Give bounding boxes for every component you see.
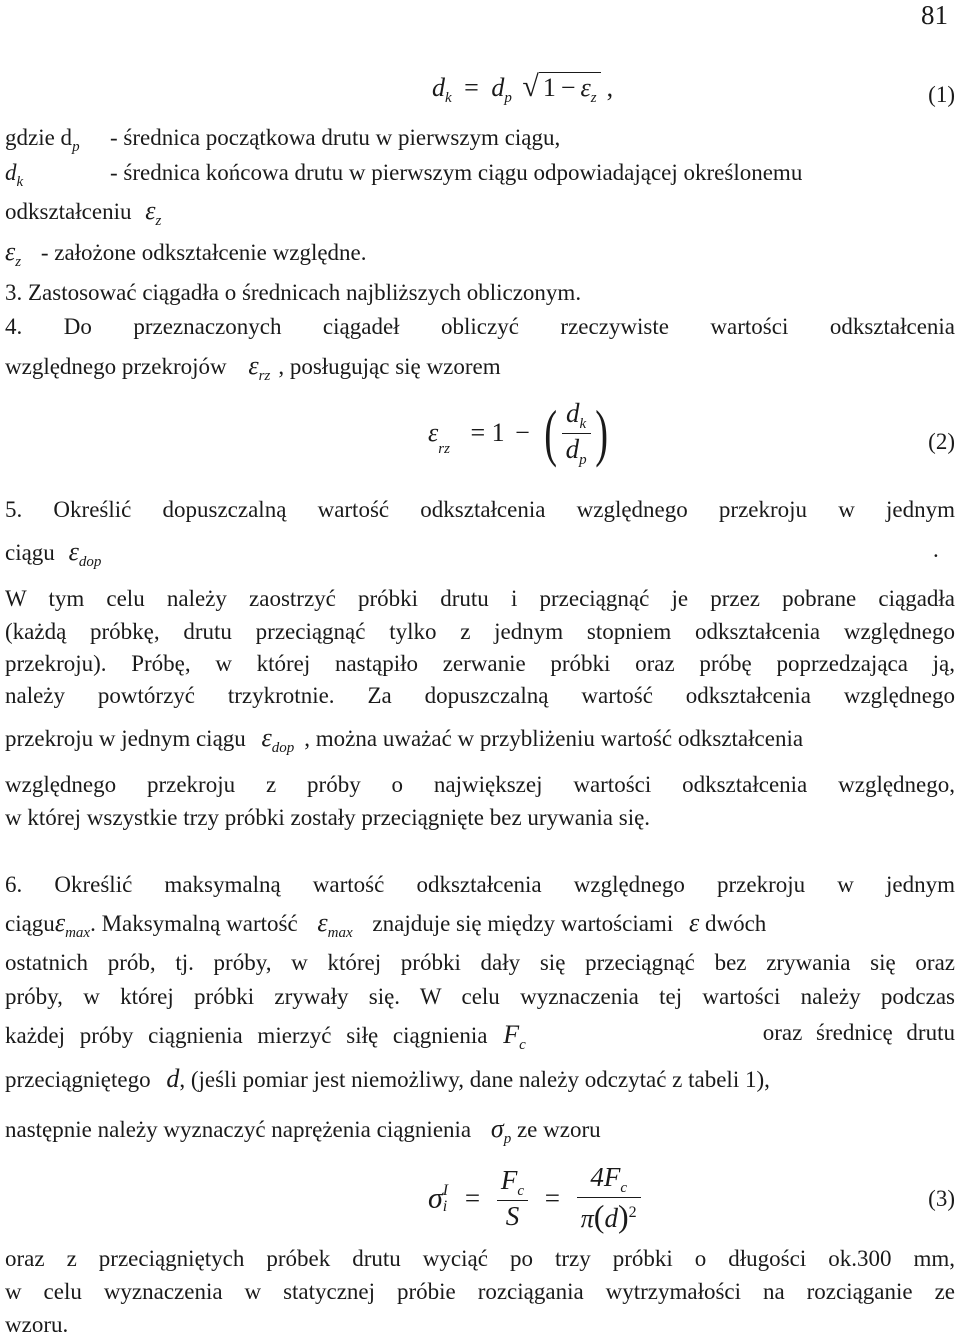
equation-1 bbox=[432, 70, 613, 107]
sqrt-sign: √ bbox=[522, 70, 539, 103]
eq2-numerator bbox=[562, 398, 591, 434]
eq2-epsilon-sub: rz bbox=[438, 440, 450, 457]
closing-line-3: wzoru. bbox=[5, 1312, 69, 1337]
eq1-eps-sub: z bbox=[590, 90, 597, 106]
closing-line-2: w celu wyznaczenia w statycznej próbie rozciągania wytrzymałości na rozciąganie ze bbox=[5, 1279, 955, 1304]
item-5-p6: względnego przekroju z próby o największej wartości odkształcenia względnego, bbox=[5, 772, 955, 797]
item-5-p5-post: , można uważać w przybliżeniu wartość odkształcenia bbox=[304, 726, 804, 751]
item-5-epsilon-sub: dop bbox=[78, 554, 102, 570]
eq3-sigma-indices bbox=[443, 1183, 448, 1215]
item-5-p5-pre: przekroju w jednym ciągu bbox=[5, 726, 246, 751]
eq3-equals-1: = bbox=[464, 1183, 481, 1213]
item-6-line-4: próby, w której próbki zrywały się. W celu wyznaczenia tej wartości należy podczas bbox=[5, 984, 955, 1009]
item-5-p5-epsilon-sub: dop bbox=[271, 740, 295, 756]
eq1-lhs-sub: k bbox=[445, 90, 452, 106]
def-dk-label: d bbox=[5, 160, 17, 185]
def-ez-symbol: ε bbox=[5, 237, 16, 266]
item-6-line-2 bbox=[5, 908, 955, 942]
eq2-equals: = bbox=[470, 418, 486, 447]
item-5-line-2 bbox=[5, 537, 955, 571]
item-5-line-1: 5. Określić dopuszczalną wartość odkształcenia względnego przekroju w jednym bbox=[5, 497, 955, 522]
item-5-p2: (każdą próbkę, drutu przeciągnąć tylko z jednym stopniem odkształcenia względnego bbox=[5, 619, 955, 644]
eq3-sub: i bbox=[442, 1197, 448, 1215]
eq2-one: 1 bbox=[491, 418, 505, 447]
item-5-p4: należy powtórzyć trzykrotnie. Za dopuszczalną wartość odkształcenia względnego bbox=[5, 683, 955, 708]
item-3: 3. Zastosować ciągadła o średnicach najbliższych obliczonym. bbox=[5, 280, 582, 305]
def-dk-sub: k bbox=[16, 174, 24, 190]
item-5-p5-epsilon: ε bbox=[261, 723, 272, 752]
item-6-l5-b: oraz średnicę drutu bbox=[762, 1020, 955, 1045]
def-dp-text: - średnica początkowa drutu w pierwszym ciągu, bbox=[110, 125, 561, 150]
def-ez-text: - założone odkształcenie względne. bbox=[40, 240, 367, 265]
item-6-line-7 bbox=[5, 1114, 601, 1148]
item-6-l2-b: . Maksymalną wartość bbox=[90, 911, 298, 936]
eq3-f1-num-var: F bbox=[500, 1165, 518, 1195]
eq2-num-var: d bbox=[566, 397, 580, 428]
eq3-f2-den bbox=[577, 1198, 641, 1235]
equation-3 bbox=[428, 1162, 641, 1235]
eq2-num-sub: k bbox=[579, 415, 587, 432]
eq3-d: d bbox=[604, 1203, 618, 1233]
equation-1-number: (1) bbox=[928, 82, 955, 107]
item-6-diameter-symbol: d bbox=[166, 1064, 180, 1093]
equation-3-number: (3) bbox=[928, 1186, 955, 1211]
eq2-denominator bbox=[562, 434, 591, 469]
item-6-l7-b: ze wzoru bbox=[516, 1117, 601, 1142]
item-5-epsilon: ε bbox=[68, 537, 79, 566]
def-epsilon-sub: z bbox=[155, 213, 162, 229]
eq3-f1-den-var: S bbox=[505, 1201, 520, 1231]
def-dp-sub: p bbox=[72, 139, 80, 155]
item-6-epsilon-2-sub: max bbox=[327, 925, 353, 941]
item-6-l7-a: następnie należy wyznaczyć naprężenia ciągnienia bbox=[5, 1117, 472, 1142]
eq3-fraction-1 bbox=[497, 1165, 528, 1232]
eq1-minus: − bbox=[560, 73, 576, 102]
item-6-line-6 bbox=[5, 1064, 770, 1094]
eq2-den-var: d bbox=[565, 433, 580, 464]
item-5-p5 bbox=[5, 723, 803, 757]
eq3-sup: I bbox=[442, 1181, 449, 1199]
eq3-close-paren: ) bbox=[617, 1198, 629, 1234]
item-5-p1: W tym celu należy zaostrzyć próbki drutu i przeciągnąć je przez pobrane ciągadła bbox=[5, 586, 955, 611]
item-6-epsilon-1-sub: max bbox=[65, 925, 91, 941]
item-6-l5-a: każdej próby ciągnienia mierzyć siłę ciągnienia bbox=[5, 1023, 488, 1048]
item-6-l6-a: przeciągniętego bbox=[5, 1067, 151, 1092]
eq2-right-paren: ) bbox=[594, 397, 608, 468]
def-dk-cont bbox=[5, 196, 161, 230]
item-4-line-2 bbox=[5, 351, 501, 385]
def-dk bbox=[5, 160, 803, 191]
def-ez-sub: z bbox=[15, 254, 22, 270]
eq3-f2-num-var: 4F bbox=[590, 1162, 621, 1192]
eq3-fraction-2 bbox=[577, 1162, 641, 1235]
eq2-epsilon: ε bbox=[428, 418, 439, 447]
closing-line-1: oraz z przeciągniętych próbek drutu wyciąć po trzy próbki o długości ok.300 mm, bbox=[5, 1246, 955, 1271]
eq3-equals-2: = bbox=[544, 1183, 561, 1213]
item-4-pre: względnego przekrojów bbox=[5, 354, 227, 379]
eq2-minus: − bbox=[515, 418, 530, 447]
item-6-epsilon-3: ε bbox=[688, 908, 700, 937]
item-6-l2-a: ciągu bbox=[5, 911, 55, 936]
eq3-squared: 2 bbox=[628, 1204, 637, 1221]
item-4-post: , posługując się wzorem bbox=[278, 354, 501, 379]
eq3-f2-num bbox=[577, 1162, 641, 1198]
eq1-one: 1 bbox=[542, 73, 556, 102]
item-4-line-1: 4. Do przeznaczonych ciągadeł obliczyć rzeczywiste wartości odkształcenia bbox=[5, 314, 955, 339]
item-5-period: . bbox=[933, 537, 939, 562]
eq3-f1-num-sub: c bbox=[517, 1183, 525, 1199]
item-4-epsilon-sub: rz bbox=[258, 368, 271, 384]
def-dk-text: - średnica końcowa drutu w pierwszym ciągu odpowiadającej określonemu bbox=[110, 160, 803, 185]
def-ez bbox=[5, 237, 367, 271]
item-6-line-1: 6. Określić maksymalną wartość odkształcenia względnego przekroju w jednym bbox=[5, 872, 955, 897]
eq3-sigma: σ bbox=[428, 1181, 443, 1215]
def-dk-cont-text: odkształceniu bbox=[5, 199, 132, 224]
eq3-pi: π bbox=[580, 1204, 594, 1233]
eq2-den-sub: p bbox=[579, 451, 587, 468]
eq1-equals: = bbox=[464, 73, 479, 102]
item-6-line-3: ostatnich prób, tj. próby, w której próbki dały się przeciągnąć bez zrywania się oraz bbox=[5, 950, 955, 975]
eq1-rhs-var: d bbox=[491, 73, 505, 102]
eq3-f2-num-sub: c bbox=[620, 1180, 628, 1196]
eq1-epsilon: ε bbox=[580, 73, 591, 102]
item-6-force-symbol: F bbox=[503, 1020, 520, 1049]
eq1-rhs-sub: p bbox=[504, 90, 512, 106]
sqrt-radicand bbox=[539, 72, 601, 106]
def-dp bbox=[5, 125, 561, 156]
def-dp-label: gdzie d bbox=[5, 125, 73, 150]
item-6-force-sub: c bbox=[519, 1037, 526, 1053]
item-6-epsilon-2: ε bbox=[317, 908, 328, 937]
item-4-epsilon: ε bbox=[248, 351, 259, 380]
equation-2 bbox=[428, 396, 612, 470]
def-epsilon: ε bbox=[145, 196, 156, 225]
equation-2-number: (2) bbox=[928, 429, 955, 454]
item-6-sigma: σ bbox=[490, 1114, 504, 1143]
item-6-l2-c: znajduje się między wartościami bbox=[372, 911, 674, 936]
item-6-epsilon-1: ε bbox=[54, 908, 66, 937]
eq2-left-paren: ( bbox=[544, 397, 558, 468]
item-6-l6-b: , (jeśli pomiar jest niemożliwy, dane należy odczytać z tabeli 1), bbox=[179, 1067, 770, 1092]
eq1-comma: , bbox=[606, 73, 614, 102]
item-6-sigma-sub: p bbox=[503, 1131, 512, 1147]
item-5-p3: przekroju). Próbę, w której nastąpiło zerwanie próbki oraz próbę poprzedzająca ją, bbox=[5, 651, 955, 676]
item-6-l2-d: dwóch bbox=[704, 911, 767, 936]
eq3-f1-den bbox=[497, 1201, 528, 1232]
eq2-fraction bbox=[562, 398, 591, 469]
eq1-lhs-var: d bbox=[432, 73, 445, 102]
item-5-p7: w której wszystkie trzy próbki zostały przeciągnięte bez urywania się. bbox=[5, 805, 651, 830]
page-number: 81 bbox=[921, 0, 948, 30]
item-5-pre: ciągu bbox=[5, 540, 55, 565]
eq3-f1-num bbox=[497, 1165, 528, 1201]
eq3-open-paren: ( bbox=[593, 1198, 605, 1234]
item-6-line-5 bbox=[5, 1020, 955, 1054]
